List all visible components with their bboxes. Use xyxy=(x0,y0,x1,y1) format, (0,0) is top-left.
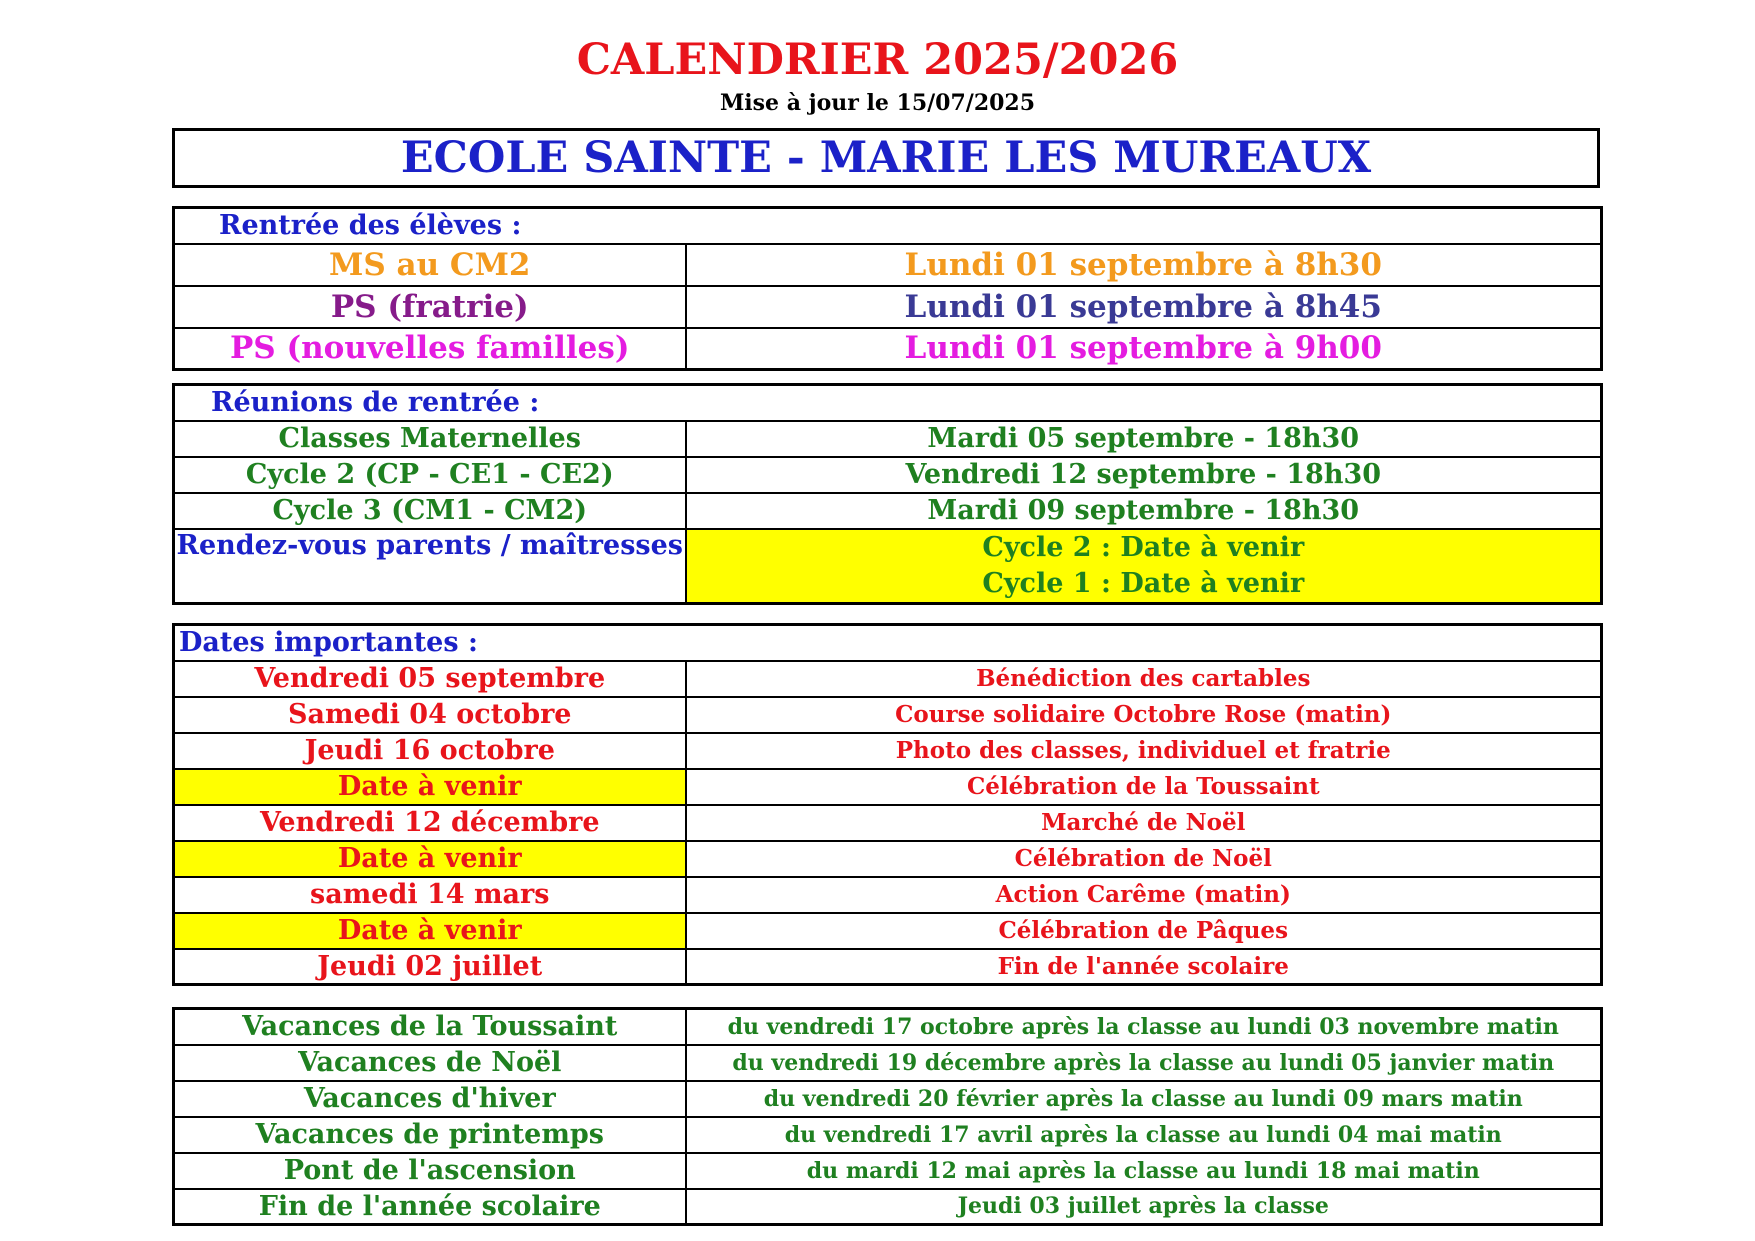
vacation-row xyxy=(174,1081,1602,1117)
event-date: Jeudi 16 octobre xyxy=(174,733,686,769)
rentree-value: Lundi 01 septembre à 9h00 xyxy=(686,328,1602,370)
event-name: Action Carême (matin) xyxy=(686,877,1602,913)
vacation-period: du vendredi 19 décembre après la classe au lundi 05 janvier matin xyxy=(686,1045,1602,1081)
event-name: Bénédiction des cartables xyxy=(686,661,1602,697)
date-row xyxy=(174,733,1602,769)
date-row xyxy=(174,805,1602,841)
vacation-period: du vendredi 17 octobre après la classe au lundi 03 novembre matin xyxy=(686,1009,1602,1045)
page-title: CALENDRIER 2025/2026 xyxy=(576,35,1179,85)
reunion-value: Mardi 09 septembre - 18h30 xyxy=(686,493,1602,529)
rentree-table xyxy=(172,206,1603,371)
vacation-label: Vacances d'hiver xyxy=(174,1081,686,1117)
reunions-table xyxy=(172,383,1603,605)
rentree-value: Lundi 01 septembre à 8h45 xyxy=(686,286,1602,328)
rentree-label: PS (nouvelles familles) xyxy=(174,328,686,370)
vacation-label: Vacances de Noël xyxy=(174,1045,686,1081)
rentree-value: Lundi 01 septembre à 8h30 xyxy=(686,244,1602,286)
event-date: samedi 14 mars xyxy=(174,877,686,913)
event-date: Date à venir xyxy=(174,841,686,877)
reunion-label: Cycle 2 (CP - CE1 - CE2) xyxy=(174,457,686,493)
vacation-period: du vendredi 17 avril après la classe au lundi 04 mai matin xyxy=(686,1117,1602,1153)
rentree-label: MS au CM2 xyxy=(174,244,686,286)
rdv-value: Cycle 1 : Date à venir xyxy=(982,567,1305,599)
rdv-value: Cycle 2 : Date à venir xyxy=(982,531,1305,563)
rdv-label: Rendez-vous parents / maîtresses xyxy=(174,529,686,604)
reunions-heading: Réunions de rentrée : xyxy=(174,385,1602,421)
date-row xyxy=(174,661,1602,697)
date-row xyxy=(174,949,1602,985)
vacation-period: du mardi 12 mai après la classe au lundi 18 mai matin xyxy=(686,1153,1602,1189)
event-name: Célébration de Noël xyxy=(686,841,1602,877)
event-date: Vendredi 05 septembre xyxy=(174,661,686,697)
vacation-label: Vacances de printemps xyxy=(174,1117,686,1153)
event-name: Célébration de Pâques xyxy=(686,913,1602,949)
date-row xyxy=(174,841,1602,877)
date-row xyxy=(174,769,1602,805)
rentree-label: PS (fratrie) xyxy=(174,286,686,328)
event-date: Date à venir xyxy=(174,913,686,949)
vacation-row xyxy=(174,1009,1602,1045)
reunion-value: Mardi 05 septembre - 18h30 xyxy=(686,421,1602,457)
update-date: Mise à jour le 15/07/2025 xyxy=(719,90,1036,116)
rentree-heading: Rentrée des élèves : xyxy=(174,208,1602,244)
vacation-row xyxy=(174,1189,1602,1225)
event-date: Jeudi 02 juillet xyxy=(174,949,686,985)
reunion-label: Cycle 3 (CM1 - CM2) xyxy=(174,493,686,529)
event-name: Célébration de la Toussaint xyxy=(686,769,1602,805)
vacation-label: Fin de l'année scolaire xyxy=(174,1189,686,1225)
event-name: Course solidaire Octobre Rose (matin) xyxy=(686,697,1602,733)
date-row xyxy=(174,913,1602,949)
event-name: Marché de Noël xyxy=(686,805,1602,841)
date-row xyxy=(174,697,1602,733)
school-name: ECOLE SAINTE - MARIE LES MUREAUX xyxy=(172,128,1600,188)
vacation-period: Jeudi 03 juillet après la classe xyxy=(686,1189,1602,1225)
reunion-label: Classes Maternelles xyxy=(174,421,686,457)
event-date: Date à venir xyxy=(174,769,686,805)
dates-table xyxy=(172,623,1603,986)
rdv-values xyxy=(686,529,1602,604)
vacation-row xyxy=(174,1153,1602,1189)
dates-heading: Dates importantes : xyxy=(174,625,1602,661)
event-date: Vendredi 12 décembre xyxy=(174,805,686,841)
event-name: Fin de l'année scolaire xyxy=(686,949,1602,985)
event-name: Photo des classes, individuel et fratrie xyxy=(686,733,1602,769)
vacation-period: du vendredi 20 février après la classe au lundi 09 mars matin xyxy=(686,1081,1602,1117)
vacation-row xyxy=(174,1117,1602,1153)
vacation-label: Vacances de la Toussaint xyxy=(174,1009,686,1045)
vacances-table xyxy=(172,1007,1603,1226)
reunion-value: Vendredi 12 septembre - 18h30 xyxy=(686,457,1602,493)
event-date: Samedi 04 octobre xyxy=(174,697,686,733)
vacation-label: Pont de l'ascension xyxy=(174,1153,686,1189)
date-row xyxy=(174,877,1602,913)
vacation-row xyxy=(174,1045,1602,1081)
